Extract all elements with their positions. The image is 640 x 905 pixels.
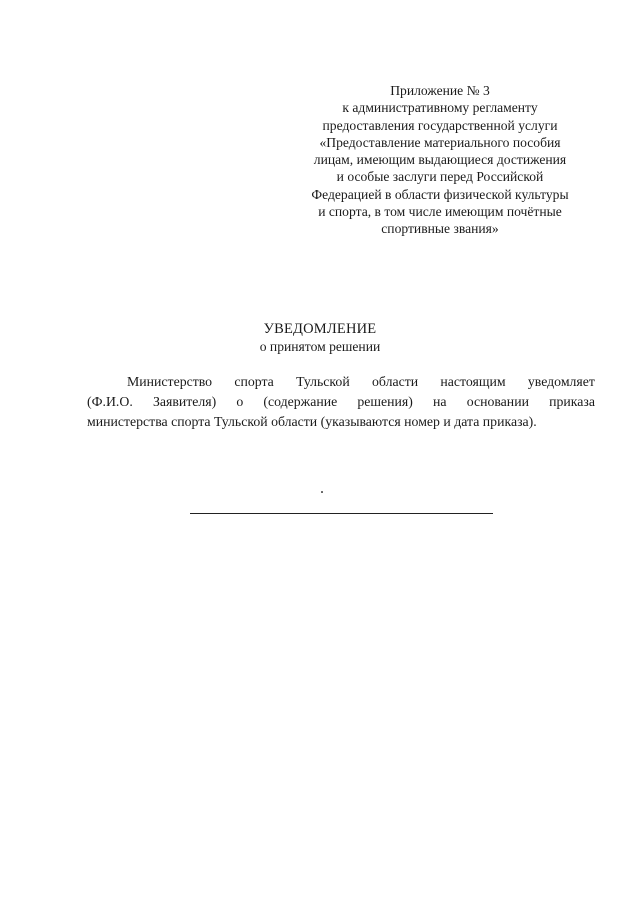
notice-body bbox=[87, 372, 595, 432]
appendix-line: Федерацией в области физической культуры bbox=[311, 186, 569, 202]
appendix-line: предоставления государственной услуги bbox=[322, 117, 558, 133]
appendix-line: и спорта, в том числе имеющим почётные bbox=[318, 204, 562, 220]
notice-title: УВЕДОМЛЕНИЕ bbox=[263, 321, 377, 337]
appendix-line: к административному регламенту bbox=[342, 100, 538, 116]
body-word: спорта bbox=[234, 374, 274, 389]
body-word: (Ф.И.О. bbox=[87, 394, 133, 409]
body-word: решения) bbox=[357, 394, 413, 409]
appendix-line: Приложение № 3 bbox=[390, 83, 490, 98]
body-word: (содержание bbox=[263, 394, 338, 409]
body-line-3: министерства спорта Тульской области (указываются номер и дата приказа). bbox=[87, 414, 537, 429]
body-word: основании bbox=[466, 394, 529, 409]
body-word: настоящим bbox=[440, 374, 506, 389]
notice-subtitle: о принятом решении bbox=[259, 339, 381, 354]
signature-line bbox=[190, 513, 493, 514]
body-word: о bbox=[236, 394, 244, 409]
body-word: Заявителя) bbox=[152, 394, 217, 409]
appendix-line: и особые заслуги перед Российской bbox=[336, 169, 544, 185]
body-word: уведомляет bbox=[527, 374, 595, 389]
body-word: Тульской bbox=[296, 374, 350, 389]
appendix-line: спортивные звания» bbox=[381, 221, 499, 237]
appendix-line: «Предоставление материального пособия bbox=[319, 134, 561, 150]
body-line-1 bbox=[87, 372, 595, 392]
body-word: на bbox=[433, 394, 447, 409]
appendix-line: лицам, имеющим выдающиеся достижения bbox=[313, 152, 567, 168]
body-line-2 bbox=[87, 392, 595, 412]
appendix-header bbox=[280, 82, 600, 238]
body-word: приказа bbox=[549, 394, 595, 409]
body-word: Министерство bbox=[127, 374, 213, 389]
notice-heading bbox=[0, 320, 640, 356]
body-word: области bbox=[372, 374, 419, 389]
scan-dot bbox=[321, 491, 323, 493]
